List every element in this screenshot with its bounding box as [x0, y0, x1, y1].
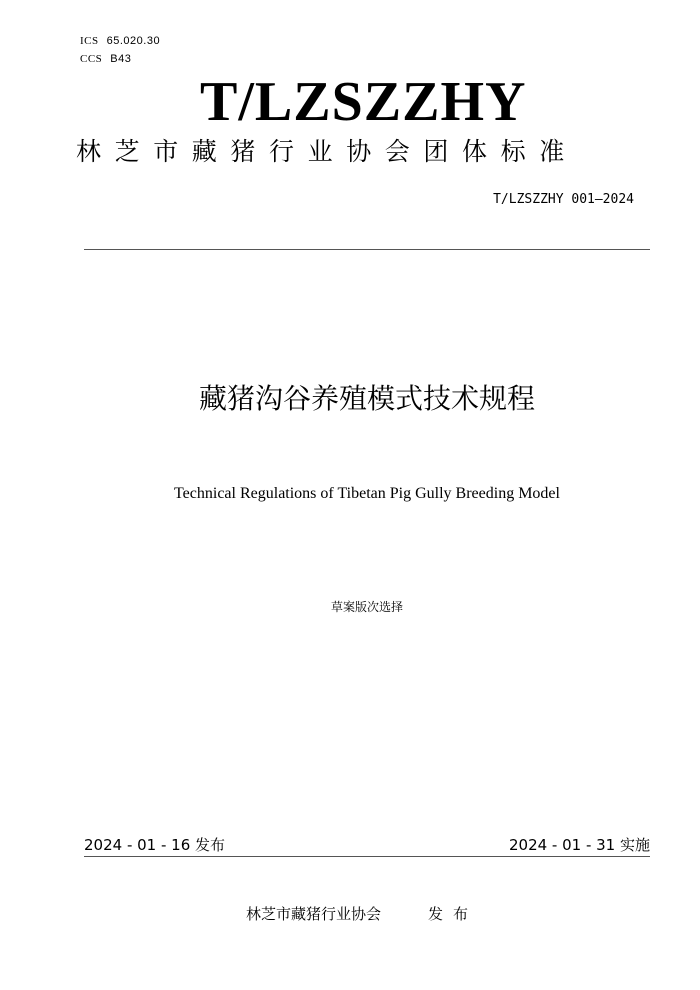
ccs-code: [80, 53, 131, 65]
ics-label: ICS: [80, 35, 99, 47]
bottom-divider: [84, 856, 650, 857]
draft-version-label: 草案版次选择: [330, 600, 403, 614]
ics-code: [80, 35, 160, 47]
ics-value: 65.020.30: [106, 35, 161, 47]
publish-label: 发布: [428, 905, 479, 923]
ccs-label: CCS: [80, 53, 103, 65]
release-date: 2024 - 01 - 16 发布: [84, 836, 226, 854]
document-title-chinese: 藏猪沟谷养殖模式技术规程: [198, 382, 535, 415]
document-number: T/LZSZZHY 001—2024: [493, 192, 634, 207]
implementation-date: 2024 - 01 - 31 实施: [508, 836, 650, 854]
document-title-english: Technical Regulations of Tibetan Pig Gully Breeding Model: [174, 485, 560, 502]
standard-code-logo: T/LZSZZHY: [200, 71, 527, 133]
org-standard-title: 林芝市藏猪行业协会团体标准: [76, 137, 578, 166]
top-divider: [84, 249, 650, 250]
publisher-name: 林芝市藏猪行业协会: [246, 905, 382, 923]
ccs-value: B43: [110, 53, 132, 65]
